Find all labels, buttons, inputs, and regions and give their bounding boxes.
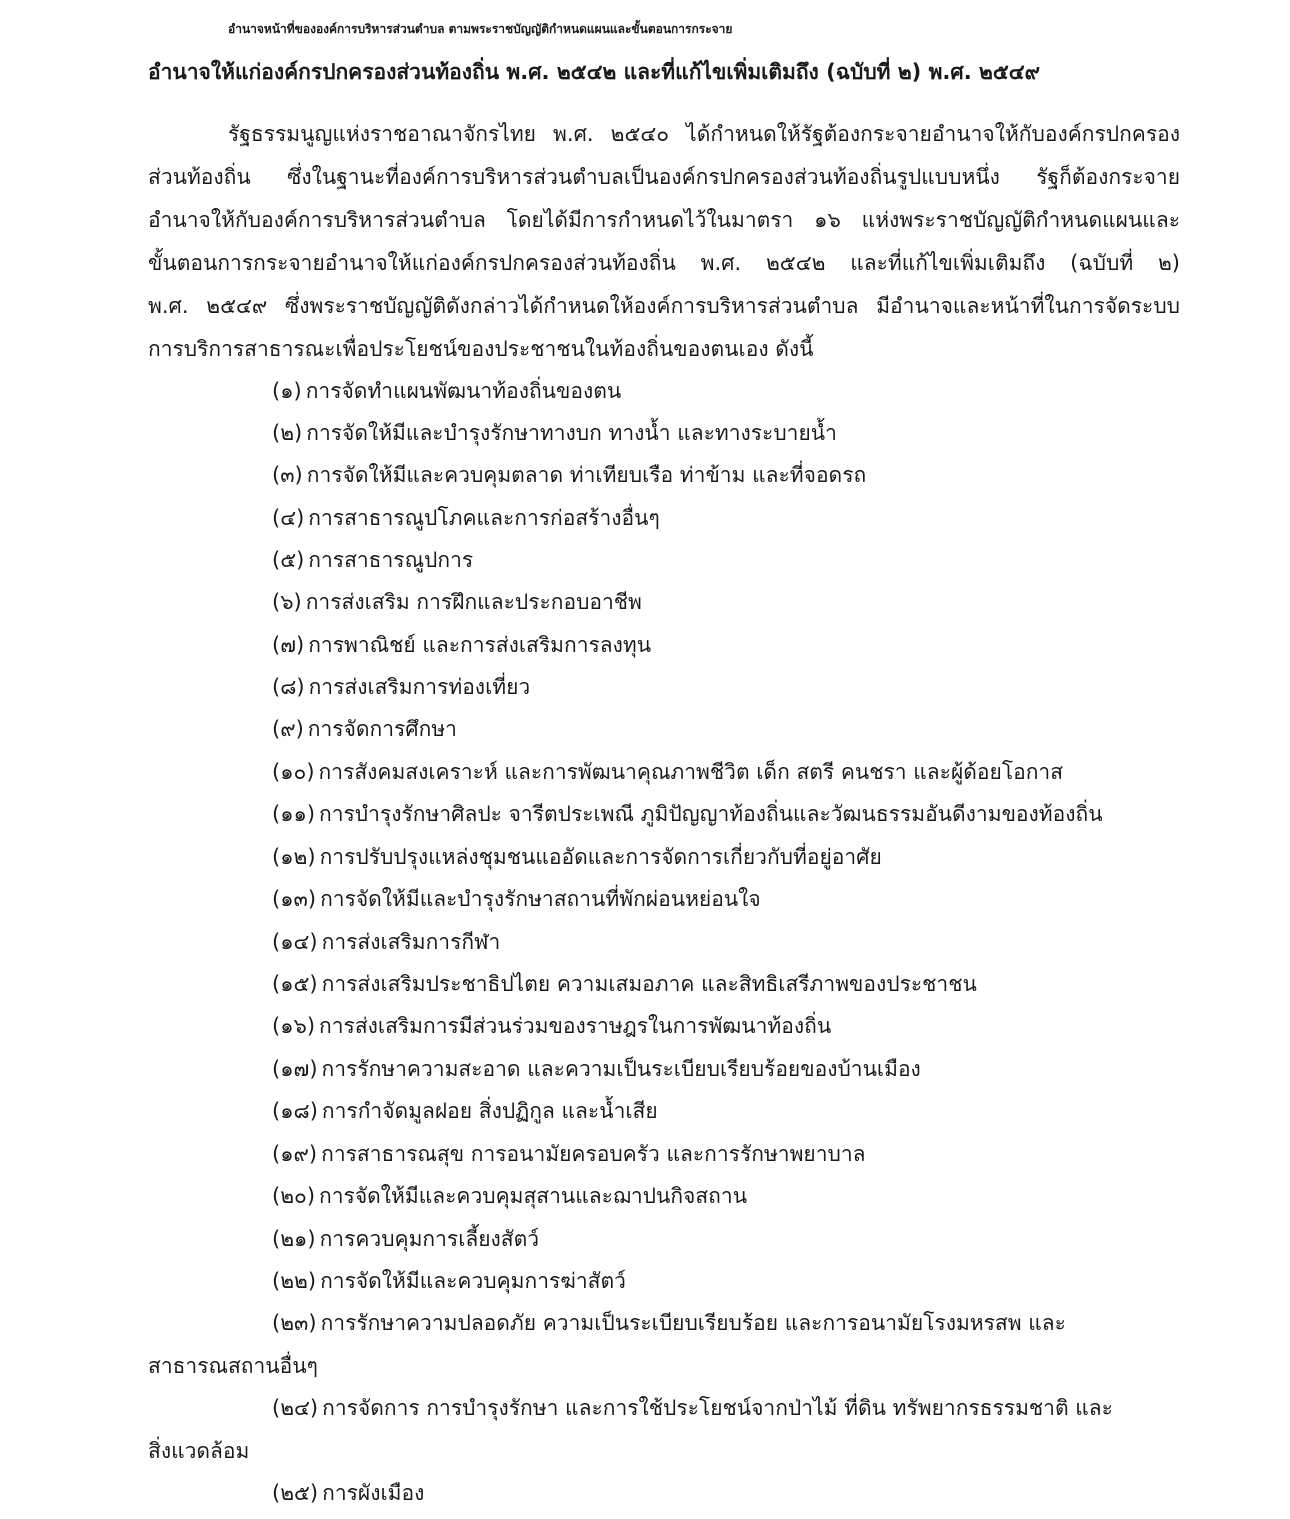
list-item-text: การจัดทำแผนพัฒนาท้องถิ่นของตน [305, 379, 622, 403]
list-item [272, 1052, 921, 1086]
list-item [272, 1094, 658, 1128]
list-item [272, 1179, 747, 1213]
list-item-number: (๒) [272, 421, 303, 445]
list-item-text: การปรับปรุงแหล่งชุมชนแออัดและการจัดการเกี่ยวกับที่อยู่อาศัย [319, 845, 882, 869]
list-item-text: การสังคมสงเคราะห์ และการพัฒนาคุณภาพชีวิต เด็ก สตรี คนชรา และผู้ด้อยโอกาส [318, 760, 1064, 784]
intro-paragraph-line-4: ขั้นตอนการกระจายอำนาจให้แก่องค์กรปกครองส่วนท้องถิ่น พ.ศ. ๒๕๔๒ และที่แก้ไขเพิ่มเติมถึง (ฉบับที่ ๒) [148, 251, 1180, 275]
list-item [272, 670, 530, 704]
list-item-text: การจัดให้มีและบำรุงรักษาสถานที่พักผ่อนหย่อนใจ [320, 887, 761, 911]
list-item-number: (๒๑) [272, 1227, 316, 1251]
list-item-text: การส่งเสริมการกีฬา [321, 930, 501, 954]
list-item-text: การส่งเสริม การฝึกและประกอบอาชีพ [305, 590, 642, 614]
list-item-text: การกำจัดมูลฝอย สิ่งปฏิกูล และน้ำเสีย [321, 1099, 658, 1123]
list-item-text: การพาณิชย์ และการส่งเสริมการลงทุน [308, 633, 652, 657]
list-item [272, 840, 882, 874]
list-item-number: (๑๐) [272, 760, 315, 784]
list-item-number: (๕) [272, 548, 305, 572]
list-item-text: การจัดให้มีและควบคุมสุสานและฌาปนกิจสถาน [319, 1184, 748, 1208]
list-item-number: (๒๕) [272, 1481, 319, 1505]
list-item [272, 1264, 626, 1298]
list-item [272, 585, 642, 619]
list-item [272, 1009, 831, 1043]
list-item [272, 882, 761, 916]
list-item-number: (๖) [272, 590, 302, 614]
list-item-text: การจัดให้มีและควบคุมตลาด ท่าเทียบเรือ ท่าข้าม และที่จอดรถ [306, 463, 867, 487]
intro-paragraph-line-1: รัฐธรรมนูญแห่งราชอาณาจักรไทย พ.ศ. ๒๕๔๐ ได้กำหนดให้รัฐต้องกระจายอำนาจให้กับองค์กรปกครอง [228, 122, 1180, 146]
list-item-number: (๑๒) [272, 845, 316, 869]
list-item-number: (๒๔) [272, 1396, 319, 1420]
list-item-number: (๒๓) [272, 1311, 317, 1335]
list-item [272, 967, 977, 1001]
list-item [272, 1476, 424, 1510]
list-item [272, 1137, 866, 1171]
list-item-number: (๓) [272, 463, 303, 487]
list-item-number: (๔) [272, 506, 305, 530]
list-item-number: (๘) [272, 675, 305, 699]
list-item-number: (๑๙) [272, 1142, 318, 1166]
list-item [272, 416, 837, 450]
list-item-text: การสาธารณูปการ [308, 548, 474, 572]
list-item-continuation: สิ่งแวดล้อม [148, 1439, 250, 1463]
list-item-number: (๑๕) [272, 972, 318, 996]
list-item [272, 755, 1063, 789]
list-item [272, 1391, 1113, 1425]
document-title-line-1: อำนาจหน้าที่ขององค์การบริหารส่วนตำบล ตามพระราชบัญญัติกำหนดแผนและขั้นตอนการกระจาย [228, 22, 733, 36]
intro-paragraph-line-6: การบริการสาธารณะเพื่อประโยชน์ของประชาชนในท้องถิ่นของตนเอง ดังนี้ [148, 337, 814, 361]
list-item-number: (๑) [272, 379, 302, 403]
list-item-text: การสาธารณูปโภคและการก่อสร้างอื่นๆ [308, 506, 660, 530]
list-item-number: (๗) [272, 633, 305, 657]
list-item-number: (๑๔) [272, 930, 318, 954]
list-item-text: การจัดการ การบำรุงรักษา และการใช้ประโยชน์จากป่าไม้ ที่ดิน ทรัพยากรธรรมชาติ และ [322, 1396, 1113, 1420]
intro-paragraph-line-5: พ.ศ. ๒๕๔๙ ซึ่งพระราชบัญญัติดังกล่าวได้กำหนดให้องค์การบริหารส่วนตำบล มีอำนาจและหน้าที่ในการจัดระบบ [148, 294, 1180, 318]
list-item [272, 374, 621, 408]
list-item-number: (๑๖) [272, 1014, 316, 1038]
list-item [272, 797, 1103, 831]
list-item-number: (๑๘) [272, 1099, 318, 1123]
intro-paragraph-line-3: อำนาจให้กับองค์การบริหารส่วนตำบล โดยได้มีการกำหนดไว้ในมาตรา ๑๖ แห่งพระราชบัญญัติกำหนดแผนและ [148, 208, 1180, 232]
list-item-text: การจัดให้มีและควบคุมการฆ่าสัตว์ [320, 1269, 626, 1293]
list-item-text: การจัดให้มีและบำรุงรักษาทางบก ทางน้ำ และทางระบายน้ำ [306, 421, 837, 445]
list-item [272, 628, 651, 662]
intro-paragraph-line-2: ส่วนท้องถิ่น ซึ่งในฐานะที่องค์การบริหารส่วนตำบลเป็นองค์กรปกครองส่วนท้องถิ่นรูปแบบหนึ่ง รัฐก็ต้องกระจาย [148, 165, 1180, 189]
list-item-number: (๙) [272, 717, 304, 741]
list-item [272, 925, 500, 959]
list-item-text: การผังเมือง [322, 1481, 425, 1505]
list-item-text: การควบคุมการเลี้ยงสัตว์ [319, 1227, 540, 1251]
list-item [272, 712, 457, 746]
document-title-line-2: อำนาจให้แก่องค์กรปกครองส่วนท้องถิ่น พ.ศ. ๒๕๔๒ และที่แก้ไขเพิ่มเติมถึง (ฉบับที่ ๒) พ.ศ. ๒๕๔๙ [148, 60, 1041, 84]
list-item-number: (๑๓) [272, 887, 317, 911]
list-item [272, 458, 866, 492]
list-item-text: การรักษาความปลอดภัย ความเป็นระเบียบเรียบร้อย และการอนามัยโรงมหรสพ และ [320, 1311, 1066, 1335]
list-item [272, 1306, 1066, 1340]
list-item-text: การส่งเสริมประชาธิปไตย ความเสมอภาค และสิทธิเสรีภาพของประชาชน [321, 972, 977, 996]
list-item-text: การจัดการศึกษา [307, 717, 457, 741]
list-item-text: การรักษาความสะอาด และความเป็นระเบียบเรียบร้อยของบ้านเมือง [321, 1057, 921, 1081]
list-item-text: การบำรุงรักษาศิลปะ จารีตประเพณี ภูมิปัญญาท้องถิ่นและวัฒนธรรมอันดีงามของท้องถิ่น [319, 802, 1103, 826]
list-item [272, 543, 473, 577]
list-item-number: (๑๑) [272, 802, 316, 826]
list-item-number: (๑๗) [272, 1057, 318, 1081]
list-item-continuation: สาธารณสถานอื่นๆ [148, 1354, 318, 1378]
list-item-text: การส่งเสริมการท่องเที่ยว [308, 675, 531, 699]
list-item-number: (๒๒) [272, 1269, 317, 1293]
list-item-text: การส่งเสริมการมีส่วนร่วมของราษฎรในการพัฒนาท้องถิ่น [319, 1014, 832, 1038]
list-item [272, 501, 660, 535]
list-item-number: (๒๐) [272, 1184, 316, 1208]
list-item [272, 1222, 539, 1256]
list-item-text: การสาธารณสุข การอนามัยครอบครัว และการรักษาพยาบาล [321, 1142, 866, 1166]
